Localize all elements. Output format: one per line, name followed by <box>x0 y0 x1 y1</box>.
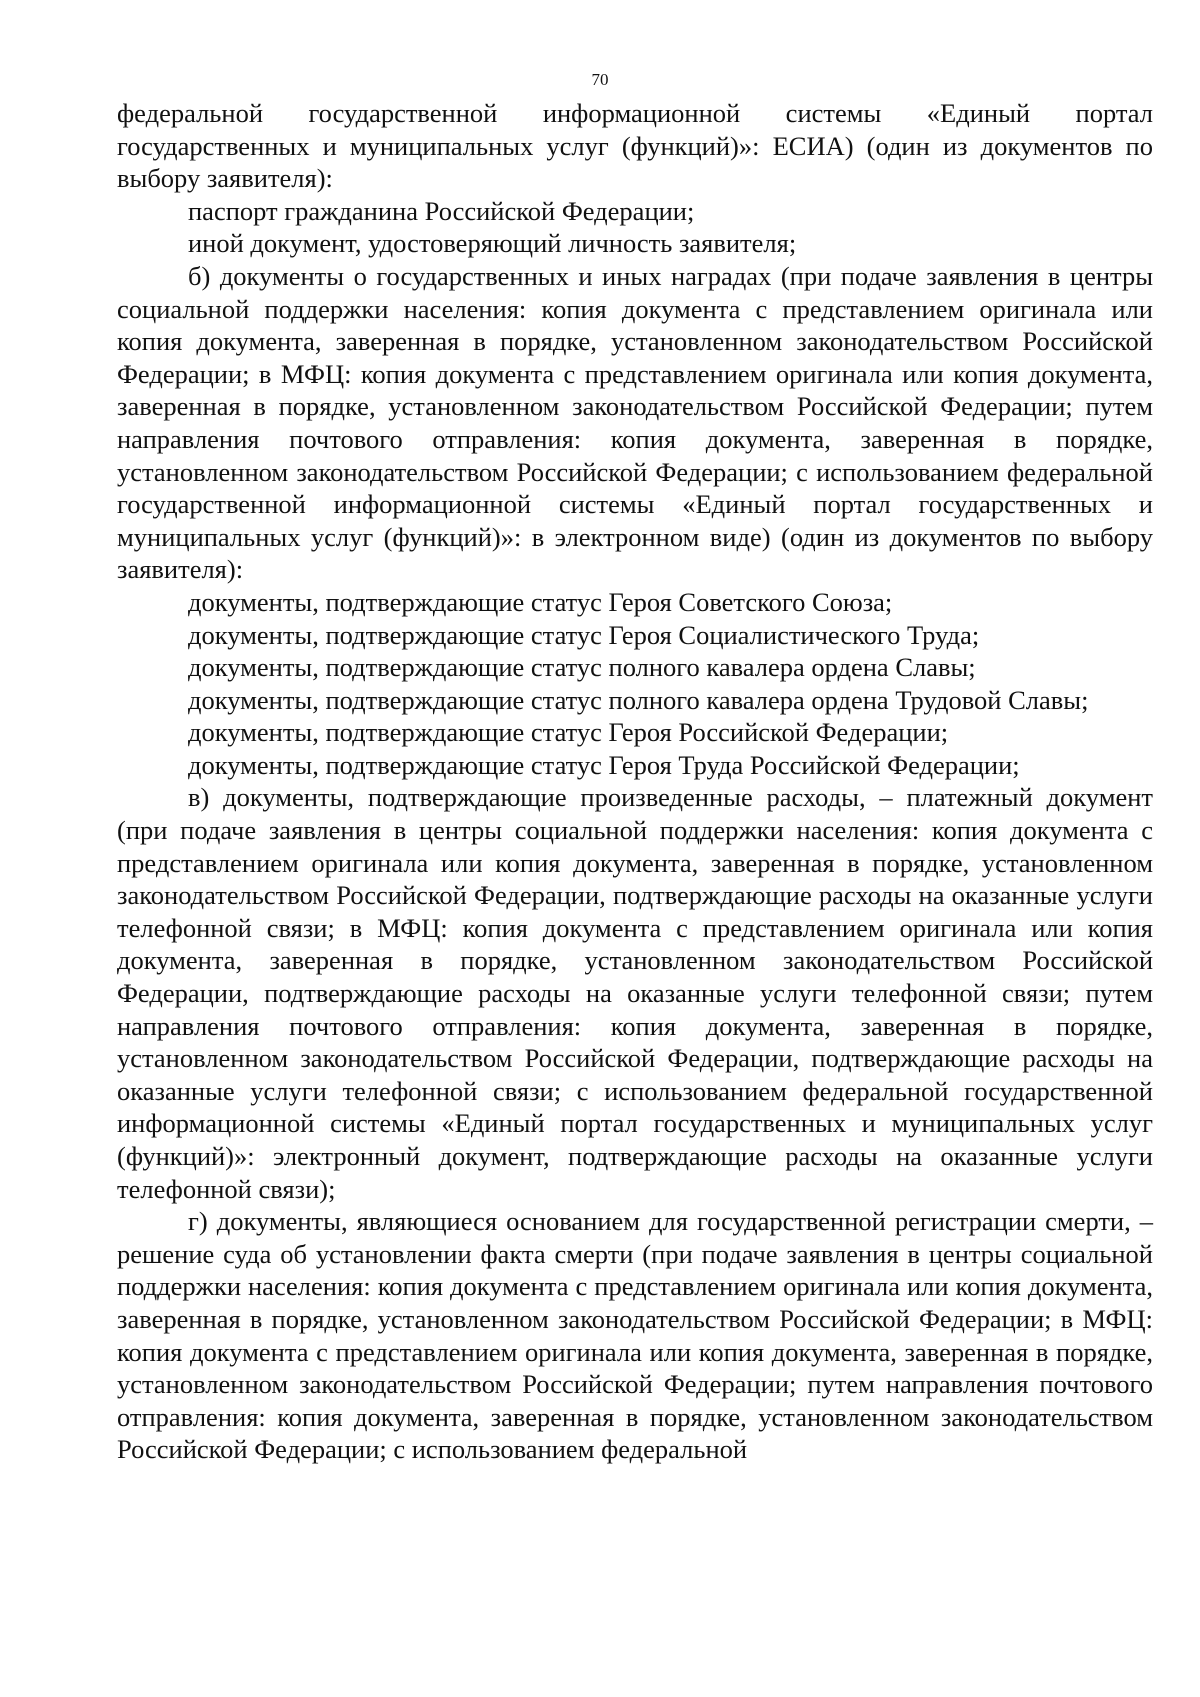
document-body <box>117 97 1153 1466</box>
page-number: 70 <box>591 70 609 89</box>
paragraph-hero-russia: документы, подтверждающие статус Героя Российской Федерации; <box>188 717 949 748</box>
paragraph-item-b-awards: б) документы о государственных и иных наградах (при подаче заявления в центры социальной поддержки населения: копия документа с представлением оригинала или копия документа, заверенная в порядке, установленном законодательством Российской Федерации; в МФЦ: копия документа с представлением оригинала или копия документа, заверенная в порядке, установленном законодательством Российской Федерации; путем направления почтового отправления: копия документа, заверенная в порядке, установленном законодательством Российской Федерации; с использованием федеральной государственной информационной системы «Единый портал государственных и муниципальных услуг (функций)»: в электронном виде) (один из документов по выбору заявителя): <box>117 260 1153 585</box>
paragraph-continuation: федеральной государственной информационной системы «Единый портал государственных и муниципальных услуг (функций)»: ЕСИА) (один из документов по выбору заявителя): <box>117 98 1153 194</box>
paragraph-identity-document: иной документ, удостоверяющий личность заявителя; <box>188 228 797 259</box>
paragraph-item-v-expenses: в) документы, подтверждающие произведенные расходы, – платежный документ (при подаче заявления в центры социальной поддержки населения: копия документа с представлением оригинала или копия документа, заверенная в порядке, установленном законодательством Российской Федерации, подтверждающие расходы на оказанные услуги телефонной связи; в МФЦ: копия документа с представлением оригинала или копия документа, заверенная в порядке, установленном законодательством Российской Федерации, подтверждающие расходы на оказанные услуги телефонной связи; путем направления почтового отправления: копия документа, заверенная в порядке, установленном законодательством Российской Федерации, подтверждающие расходы на оказанные услуги телефонной связи; с использованием федеральной государственной информационной системы «Единый портал государственных и муниципальных услуг (функций)»: электронный документ, подтверждающие расходы на оказанные услуги телефонной связи); <box>117 782 1153 1204</box>
paragraph-hero-soviet-union: документы, подтверждающие статус Героя Советского Союза; <box>188 586 893 617</box>
paragraph-item-g-death-registration: г) документы, являющиеся основанием для государственной регистрации смерти, – решение суда об установлении факта смерти (при подаче заявления в центры социальной поддержки населения: копия документа с представлением оригинала или копия документа, заверенная в порядке, установленном законодательством Российской Федерации; в МФЦ: копия документа с представлением оригинала или копия документа, заверенная в порядке, установленном законодательством Российской Федерации; путем направления почтового отправления: копия документа, заверенная в порядке, установленном законодательством Российской Федерации; с использованием федеральной <box>117 1206 1153 1465</box>
paragraph-hero-socialist-labour: документы, подтверждающие статус Героя Социалистического Труда; <box>188 619 980 650</box>
paragraph-order-of-labour-glory: документы, подтверждающие статус полного кавалера ордена Трудовой Славы; <box>188 684 1089 715</box>
paragraph-order-of-glory: документы, подтверждающие статус полного кавалера ордена Славы; <box>188 652 976 683</box>
paragraph-hero-labour-russia: документы, подтверждающие статус Героя Труда Российской Федерации; <box>188 749 1020 780</box>
paragraph-passport: паспорт гражданина Российской Федерации; <box>188 195 695 226</box>
